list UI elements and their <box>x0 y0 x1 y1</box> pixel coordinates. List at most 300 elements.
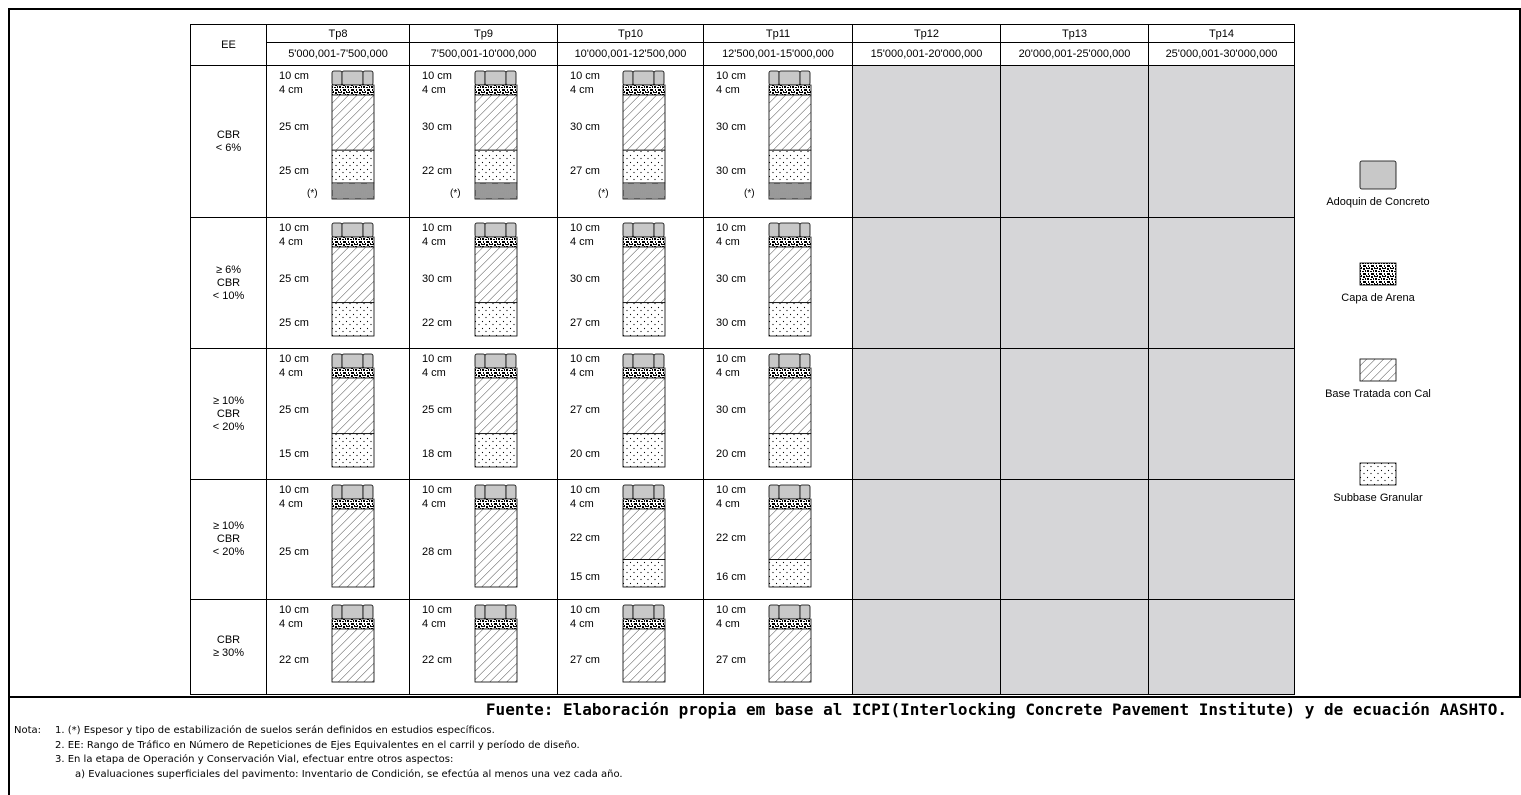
concrete-paver-layer <box>654 354 664 368</box>
concrete-paver-layer <box>779 354 800 368</box>
layer-thickness-label: 4 cm <box>279 618 303 630</box>
granular-subbase-layer <box>332 434 374 467</box>
sand-layer <box>332 368 374 378</box>
pavement-section-cell <box>410 480 558 600</box>
pavement-layer-column <box>474 604 518 691</box>
concrete-paver-layer <box>769 485 779 499</box>
pavement-layer-column <box>622 70 666 214</box>
lime-treated-base-layer <box>769 629 811 682</box>
layer-thickness-label: 30 cm <box>716 403 746 416</box>
layer-thickness-label: 10 cm <box>570 70 600 82</box>
sand-layer <box>623 237 665 247</box>
sand-layer <box>623 619 665 629</box>
layer-thickness-label: 10 cm <box>422 222 452 234</box>
sand-layer <box>769 237 811 247</box>
type-header: Tp13 <box>1001 25 1149 43</box>
pavement-layer-column <box>768 353 812 476</box>
layer-thickness-label: 27 cm <box>570 403 600 416</box>
cbr-range-line: CBR <box>216 128 241 141</box>
layer-thickness-label: 15 cm <box>279 448 309 461</box>
lime-treated-base-layer <box>475 378 517 434</box>
pavement-section-cell <box>410 600 558 695</box>
empty-shaded-cell <box>853 349 1001 480</box>
pavement-section-cell <box>558 349 704 480</box>
empty-shaded-cell <box>853 480 1001 600</box>
range-header: 10'000,001-12'500,000 <box>558 43 704 66</box>
cbr-range-line: CBR <box>216 533 241 545</box>
pavement-section-cell <box>267 66 410 218</box>
stabilization-note-mark: (*) <box>450 188 461 199</box>
concrete-paver-layer <box>475 354 485 368</box>
pavement-layer-column <box>768 70 812 214</box>
table-row <box>191 218 1295 349</box>
layer-thickness-label: 4 cm <box>570 367 594 379</box>
concrete-paver-layer <box>779 71 800 85</box>
layer-thickness-label: 27 cm <box>570 653 600 666</box>
empty-shaded-cell <box>1149 480 1295 600</box>
lime-treated-base-layer <box>332 247 374 303</box>
layer-thickness-label: 27 cm <box>570 317 600 330</box>
concrete-paver-layer <box>633 71 654 85</box>
pavement-layer-column <box>474 222 518 345</box>
layer-thickness-label: 30 cm <box>716 272 746 285</box>
range-header: 5'000,001-7'500,000 <box>267 43 410 66</box>
pavement-layer-column <box>768 222 812 345</box>
layer-thickness-label: 30 cm <box>570 272 600 285</box>
concrete-paver-layer <box>623 605 633 619</box>
layer-thickness-label: 30 cm <box>716 164 746 177</box>
granular-subbase-layer <box>769 303 811 336</box>
concrete-paver-layer <box>623 223 633 237</box>
layer-thickness-label: 10 cm <box>570 604 600 616</box>
sand-layer <box>769 499 811 509</box>
granular-subbase-layer <box>475 303 517 336</box>
pavement-layer-column <box>474 70 518 214</box>
range-header: 20'000,001-25'000,000 <box>1001 43 1149 66</box>
concrete-paver-layer <box>800 605 810 619</box>
concrete-paver-layer <box>363 485 373 499</box>
concrete-paver-layer <box>332 354 342 368</box>
type-header: Tp11 <box>704 25 853 43</box>
concrete-paver-layer <box>332 71 342 85</box>
layer-thickness-label: 10 cm <box>422 70 452 82</box>
concrete-paver-layer <box>485 223 506 237</box>
concrete-paver-layer <box>485 354 506 368</box>
stabilized-soil-layer <box>475 183 517 199</box>
pavement-section-cell <box>704 349 853 480</box>
layer-thickness-label: 10 cm <box>716 604 746 616</box>
layer-thickness-label: 10 cm <box>422 353 452 365</box>
layer-thickness-label: 10 cm <box>279 604 309 616</box>
pavement-layer-column <box>474 353 518 476</box>
arena-swatch-icon <box>1359 262 1397 286</box>
pavement-section-cell <box>267 600 410 695</box>
concrete-paver-layer <box>623 354 633 368</box>
stabilization-note-mark: (*) <box>744 188 755 199</box>
table-row <box>191 480 1295 600</box>
pavement-section-cell <box>704 218 853 349</box>
lime-treated-base-layer <box>332 509 374 587</box>
concrete-paver-layer <box>623 71 633 85</box>
granular-subbase-layer <box>332 150 374 183</box>
concrete-paver-layer <box>779 223 800 237</box>
concrete-paver-layer <box>779 485 800 499</box>
pavement-layer-column <box>622 604 666 691</box>
empty-shaded-cell <box>1001 349 1149 480</box>
layer-thickness-label: 25 cm <box>279 317 309 330</box>
layer-thickness-label: 4 cm <box>716 236 740 248</box>
concrete-paver-layer <box>363 354 373 368</box>
stabilized-soil-layer <box>332 183 374 199</box>
note-line: a) Evaluaciones superficiales del pavimento: Inventario de Condición, se efectúa al menos una vez cada año. <box>75 768 623 780</box>
cbr-range-line: < 6% <box>215 141 242 154</box>
lime-treated-base-layer <box>475 629 517 682</box>
layer-thickness-label: 20 cm <box>716 448 746 461</box>
notes-left-line <box>8 698 10 795</box>
empty-shaded-cell <box>1149 349 1295 480</box>
layer-thickness-label: 25 cm <box>279 546 309 558</box>
concrete-paver-layer <box>800 354 810 368</box>
lime-treated-base-layer <box>769 247 811 303</box>
concrete-paver-layer <box>342 71 363 85</box>
pavement-section-cell <box>267 480 410 600</box>
pavement-section-cell <box>267 218 410 349</box>
layer-thickness-label: 10 cm <box>716 484 746 496</box>
layer-thickness-label: 25 cm <box>279 120 309 133</box>
concrete-paver-layer <box>654 605 664 619</box>
layer-thickness-label: 10 cm <box>279 484 309 496</box>
cbr-range-line: ≥ 10% <box>212 394 245 407</box>
sand-layer <box>475 619 517 629</box>
pavement-section-cell <box>558 600 704 695</box>
layer-thickness-label: 4 cm <box>422 618 446 630</box>
layer-thickness-label: 25 cm <box>422 403 452 416</box>
sand-layer <box>475 237 517 247</box>
layer-thickness-label: 10 cm <box>570 222 600 234</box>
layer-thickness-label: 4 cm <box>422 367 446 379</box>
source-note: Fuente: Elaboración propia em base al ICPI(Interlocking Concrete Pavement Institute) y de ecuación AASHTO. <box>485 700 1507 719</box>
concrete-paver-layer <box>769 71 779 85</box>
layer-thickness-label: 25 cm <box>279 164 309 177</box>
layer-thickness-label: 22 cm <box>422 317 452 330</box>
concrete-paver-layer <box>769 354 779 368</box>
stabilization-note-mark: (*) <box>598 188 609 199</box>
note-line: 1. (*) Espesor y tipo de estabilización de suelos serán definidos en estudios específicos. <box>55 725 495 736</box>
range-header: 15'000,001-20'000,000 <box>853 43 1001 66</box>
stabilization-note-mark: (*) <box>307 188 318 199</box>
lime-treated-base-layer <box>769 509 811 560</box>
empty-shaded-cell <box>1149 600 1295 695</box>
layer-thickness-label: 10 cm <box>716 222 746 234</box>
layer-thickness-label: 22 cm <box>422 653 452 666</box>
layer-thickness-label: 4 cm <box>716 618 740 630</box>
empty-shaded-cell <box>1149 66 1295 218</box>
layer-thickness-label: 10 cm <box>716 70 746 82</box>
sand-layer <box>769 368 811 378</box>
legend-label: Capa de Arena <box>1341 292 1415 304</box>
layer-thickness-label: 4 cm <box>716 498 740 510</box>
empty-shaded-cell <box>853 600 1001 695</box>
notes-prefix: Nota: <box>14 725 42 736</box>
pavement-layer-column <box>622 222 666 345</box>
sand-layer <box>623 85 665 95</box>
layer-thickness-label: 4 cm <box>279 236 303 248</box>
layer-thickness-label: 22 cm <box>279 653 309 666</box>
concrete-paver-layer <box>654 485 664 499</box>
concrete-paver-layer <box>800 71 810 85</box>
pavement-section-cell <box>558 218 704 349</box>
concrete-paver-layer <box>506 354 516 368</box>
table-row <box>191 600 1295 695</box>
cbr-range-line: < 20% <box>212 546 245 558</box>
pavement-layer-column <box>622 484 666 596</box>
sand-layer <box>769 619 811 629</box>
legend-item <box>1313 462 1443 504</box>
lime-treated-base-layer <box>623 509 665 560</box>
table-row <box>191 66 1295 218</box>
layer-thickness-label: 4 cm <box>570 618 594 630</box>
layer-thickness-label: 10 cm <box>279 222 309 234</box>
concrete-paver-layer <box>506 223 516 237</box>
layer-thickness-label: 10 cm <box>422 604 452 616</box>
pavement-section-cell <box>704 600 853 695</box>
pavement-layer-column <box>331 222 375 345</box>
type-header: Tp9 <box>410 25 558 43</box>
lime-treated-base-layer <box>475 509 517 587</box>
subbase-swatch-icon <box>1359 462 1397 486</box>
concrete-paver-layer <box>654 223 664 237</box>
granular-subbase-layer <box>475 150 517 183</box>
layer-thickness-label: 4 cm <box>422 498 446 510</box>
note-line: 3. En la etapa de Operación y Conservación Vial, efectuar entre otros aspectos: <box>55 754 454 765</box>
cbr-range-line: CBR <box>216 276 241 289</box>
cbr-range-cell <box>191 218 267 349</box>
pavement-section-cell <box>558 66 704 218</box>
pavement-section-cell <box>410 218 558 349</box>
sand-layer <box>623 368 665 378</box>
lime-treated-base-layer <box>769 378 811 434</box>
cbr-range-line: CBR <box>216 634 241 646</box>
empty-shaded-cell <box>1001 66 1149 218</box>
concrete-paver-layer <box>633 223 654 237</box>
ee-header: EE <box>191 25 267 66</box>
layer-thickness-label: 16 cm <box>716 571 746 584</box>
layer-thickness-label: 27 cm <box>716 653 746 666</box>
pavement-design-table <box>190 24 1295 695</box>
cbr-range-cell <box>191 349 267 480</box>
legend-item <box>1313 358 1443 400</box>
type-header: Tp10 <box>558 25 704 43</box>
cbr-range-cell <box>191 600 267 695</box>
legend-label: Base Tratada con Cal <box>1325 388 1431 400</box>
stabilized-soil-layer <box>623 183 665 199</box>
granular-subbase-layer <box>332 303 374 336</box>
concrete-paver-layer <box>800 223 810 237</box>
table-row <box>191 349 1295 480</box>
concrete-paver-layer <box>332 605 342 619</box>
frame-top-line <box>8 8 1521 10</box>
legend-label: Subbase Granular <box>1333 492 1423 504</box>
layer-thickness-label: 30 cm <box>422 120 452 133</box>
base-swatch-icon <box>1359 358 1397 382</box>
layer-thickness-label: 22 cm <box>570 532 600 545</box>
empty-shaded-cell <box>853 66 1001 218</box>
concrete-paver-layer <box>363 605 373 619</box>
cbr-range-line: CBR <box>216 407 241 420</box>
layer-thickness-label: 4 cm <box>570 236 594 248</box>
pavement-layer-column <box>768 484 812 596</box>
concrete-paver-layer <box>779 605 800 619</box>
granular-subbase-layer <box>475 434 517 467</box>
cbr-range-line: ≥ 30% <box>212 647 245 659</box>
legend-item <box>1313 160 1443 208</box>
lime-treated-base-layer <box>623 378 665 434</box>
concrete-paver-layer <box>332 485 342 499</box>
granular-subbase-layer <box>769 560 811 587</box>
pavement-section-cell <box>410 349 558 480</box>
concrete-paver-layer <box>342 354 363 368</box>
type-header: Tp8 <box>267 25 410 43</box>
layer-thickness-label: 4 cm <box>279 498 303 510</box>
pavement-layer-column <box>768 604 812 691</box>
type-header: Tp12 <box>853 25 1001 43</box>
pavement-layer-column <box>622 353 666 476</box>
cbr-range-line: < 10% <box>212 289 245 302</box>
granular-subbase-layer <box>623 434 665 467</box>
pavement-layer-column <box>331 70 375 214</box>
empty-shaded-cell <box>1001 480 1149 600</box>
layer-thickness-label: 4 cm <box>422 236 446 248</box>
note-line: 2. EE: Rango de Tráfico en Número de Repeticiones de Ejes Equivalentes en el carril y período de diseño. <box>55 739 580 751</box>
layer-thickness-label: 30 cm <box>570 120 600 133</box>
layer-thickness-label: 25 cm <box>279 272 309 285</box>
concrete-paver-layer <box>475 71 485 85</box>
sand-layer <box>475 499 517 509</box>
layer-thickness-label: 4 cm <box>570 84 594 96</box>
concrete-paver-layer <box>485 485 506 499</box>
empty-shaded-cell <box>1001 600 1149 695</box>
concrete-paver-layer <box>623 485 633 499</box>
layer-thickness-label: 27 cm <box>570 164 600 177</box>
granular-subbase-layer <box>769 150 811 183</box>
pavement-section-cell <box>267 349 410 480</box>
pavement-layer-column <box>474 484 518 596</box>
cbr-range-cell <box>191 480 267 600</box>
lime-treated-base-layer <box>475 95 517 150</box>
concrete-paver-layer <box>475 485 485 499</box>
concrete-paver-layer <box>332 223 342 237</box>
pavement-layer-column <box>331 484 375 596</box>
lime-treated-base-layer <box>769 95 811 150</box>
concrete-paver-layer <box>342 223 363 237</box>
lime-treated-base-layer <box>623 629 665 682</box>
lime-treated-base-layer <box>332 95 374 150</box>
cbr-range-line: ≥ 6% <box>216 263 241 276</box>
layer-thickness-label: 10 cm <box>422 484 452 496</box>
layer-thickness-label: 4 cm <box>422 84 446 96</box>
pavement-section-cell <box>704 480 853 600</box>
concrete-paver-layer <box>769 223 779 237</box>
empty-shaded-cell <box>853 218 1001 349</box>
layer-thickness-label: 22 cm <box>422 164 452 177</box>
legend-label: Adoquin de Concreto <box>1326 196 1430 208</box>
layer-thickness-label: 10 cm <box>279 70 309 82</box>
sand-layer <box>332 619 374 629</box>
sand-layer <box>623 499 665 509</box>
range-header: 7'500,001-10'000,000 <box>410 43 558 66</box>
cbr-range-line: ≥ 10% <box>212 520 245 532</box>
lime-treated-base-layer <box>475 247 517 303</box>
range-header: 12'500,001-15'000,000 <box>704 43 853 66</box>
range-header: 25'000,001-30'000,000 <box>1149 43 1295 66</box>
layer-thickness-label: 30 cm <box>716 317 746 330</box>
lime-treated-base-layer <box>623 247 665 303</box>
layer-thickness-label: 4 cm <box>279 84 303 96</box>
layer-thickness-label: 4 cm <box>279 367 303 379</box>
cbr-range-line: < 20% <box>212 420 245 433</box>
stabilized-soil-layer <box>769 183 811 199</box>
granular-subbase-layer <box>769 434 811 467</box>
concrete-paver-layer <box>506 71 516 85</box>
pavement-layer-column <box>331 353 375 476</box>
sand-layer <box>769 85 811 95</box>
sand-layer <box>475 85 517 95</box>
layer-thickness-label: 4 cm <box>716 84 740 96</box>
empty-shaded-cell <box>1149 218 1295 349</box>
layer-thickness-label: 10 cm <box>279 353 309 365</box>
layer-thickness-label: 25 cm <box>279 403 309 416</box>
sand-layer <box>332 85 374 95</box>
layer-thickness-label: 10 cm <box>570 353 600 365</box>
concrete-paver-layer <box>342 605 363 619</box>
concrete-paver-layer <box>633 485 654 499</box>
layer-thickness-label: 10 cm <box>716 353 746 365</box>
layer-thickness-label: 4 cm <box>570 498 594 510</box>
concrete-paver-layer <box>633 354 654 368</box>
concrete-paver-layer <box>800 485 810 499</box>
sand-layer <box>332 499 374 509</box>
pavement-section-cell <box>558 480 704 600</box>
concrete-paver-layer <box>654 71 664 85</box>
concrete-paver-layer <box>342 485 363 499</box>
concrete-paver-layer <box>363 223 373 237</box>
layer-thickness-label: 28 cm <box>422 546 452 558</box>
pavement-section-cell <box>704 66 853 218</box>
granular-subbase-layer <box>623 560 665 587</box>
layer-thickness-label: 4 cm <box>716 367 740 379</box>
adoquin-swatch-icon <box>1359 160 1397 190</box>
concrete-paver-layer <box>506 605 516 619</box>
layer-thickness-label: 20 cm <box>570 448 600 461</box>
type-header: Tp14 <box>1149 25 1295 43</box>
frame-bottom-line <box>8 696 1521 698</box>
concrete-paver-layer <box>475 605 485 619</box>
frame-left-line <box>8 8 10 698</box>
lime-treated-base-layer <box>623 95 665 150</box>
granular-subbase-layer <box>623 150 665 183</box>
granular-subbase-layer <box>623 303 665 336</box>
concrete-paver-layer <box>485 71 506 85</box>
legend-item <box>1313 262 1443 304</box>
layer-thickness-label: 10 cm <box>570 484 600 496</box>
concrete-paver-layer <box>769 605 779 619</box>
layer-thickness-label: 18 cm <box>422 448 452 461</box>
layer-thickness-label: 22 cm <box>716 532 746 545</box>
lime-treated-base-layer <box>332 378 374 434</box>
lime-treated-base-layer <box>332 629 374 682</box>
layer-thickness-label: 15 cm <box>570 571 600 584</box>
sand-layer <box>475 368 517 378</box>
